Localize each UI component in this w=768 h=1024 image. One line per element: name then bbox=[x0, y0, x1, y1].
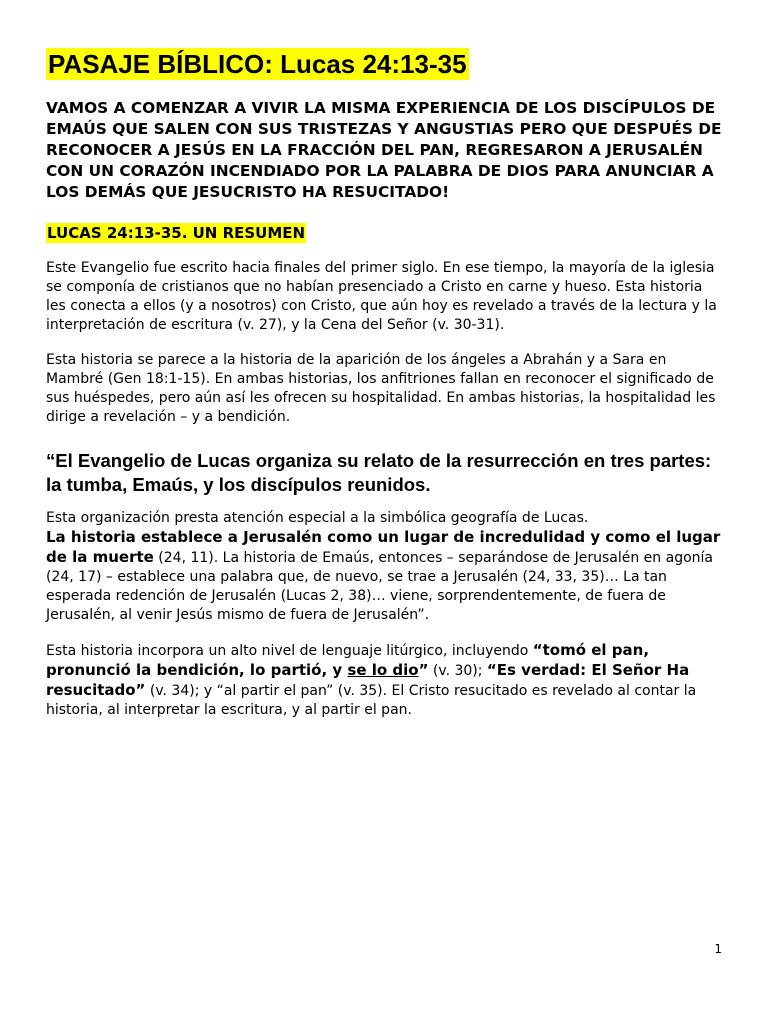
page-title: PASAJE BÍBLICO: Lucas 24:13-35 bbox=[48, 49, 467, 79]
paragraph-3-line1: Esta organización presta atención especial a la simbólica geografía de Lucas. bbox=[46, 510, 589, 526]
paragraph-1: Este Evangelio fue escrito hacia finales del primer siglo. En ese tiempo, la mayoría de la iglesia se componía de cristianos que no habían presenciado a Cristo en carne y hueso. Esta historia les conecta a ellos (y a nosotros) con Cristo, que aún hoy es revelado a través de la lectura y la interpretación de escritura (v. 27), y la Cena del Señor (v. 30-31). bbox=[46, 260, 717, 333]
paragraph-4-text3: (v. 34); y “al partir el pan” (v. 35). El Cristo resucitado es revelado al contar la historia, al interpretar la escritura, y al partir el pan. bbox=[46, 683, 697, 718]
paragraph-4-text2: (v. 30); bbox=[428, 663, 487, 679]
quote-heading: “El Evangelio de Lucas organiza su relato de la resurrección en tres partes: la tumba, Emaús, y los discípulos reunidos. bbox=[46, 450, 712, 495]
paragraph-3-bold: La historia establece a Jerusalén como un lugar de incredulidad y como el lugar de la muerte bbox=[46, 528, 721, 566]
paragraph-3 bbox=[46, 509, 726, 625]
document-page bbox=[46, 48, 726, 720]
paragraph-4-text1: Esta historia incorpora un alto nivel de lenguaje litúrgico, incluyendo bbox=[46, 643, 533, 659]
paragraph-4-bold1: “tomó el pan, pronunció la bendición, lo partió, y bbox=[46, 641, 650, 679]
paragraph-3-rest: (24, 11). La historia de Emaús, entonces – separándose de Jerusalén en agonía (24, 17) – establece una palabra que, de nuevo, se trae a Jerusalén (24, 33, 35)… La tan esperada redención de Jerusalén (Lucas 2, 38)… viene, sorprendentemente, de fuera de Jerusalén, al venir Jesús mismo de fuera de Jerusalén”. bbox=[46, 550, 713, 623]
intro-paragraph: VAMOS A COMENZAR A VIVIR LA MISMA EXPERIENCIA DE LOS DISCÍPULOS DE EMAÚS QUE SALEN CON SUS TRISTEZAS Y ANGUSTIAS PERO QUE DESPUÉS DE RECONOCER A JESÚS EN LA FRACCIÓN DEL PAN, REGRESARON A JERUSALÉN CON UN CORAZÓN INCENDIADO POR LA PALABRA DE DIOS PARA ANUNCIAR A LOS DEMÁS QUE JESUCRISTO HA RESUCITADO! bbox=[46, 99, 722, 201]
page-number: 1 bbox=[714, 942, 722, 956]
paragraph-2: Esta historia se parece a la historia de la aparición de los ángeles a Abrahán y a Sara en Mambré (Gen 18:1-15). En ambas historias, los anfitriones fallan en reconocer el significado de sus huéspedes, pero aún así les ofrecen su hospitalidad. En ambas historias, la hospitalidad les dirige a revelación – y a bendición. bbox=[46, 352, 716, 425]
paragraph-4-bold1-end: ” bbox=[418, 661, 429, 679]
paragraph-4-bold2: “Es verdad: El Señor Ha resucitado” bbox=[46, 661, 690, 699]
paragraph-4 bbox=[46, 641, 726, 720]
section-subheading: LUCAS 24:13-35. UN RESUMEN bbox=[47, 224, 306, 242]
paragraph-4-underlined: se lo dio bbox=[347, 661, 419, 679]
